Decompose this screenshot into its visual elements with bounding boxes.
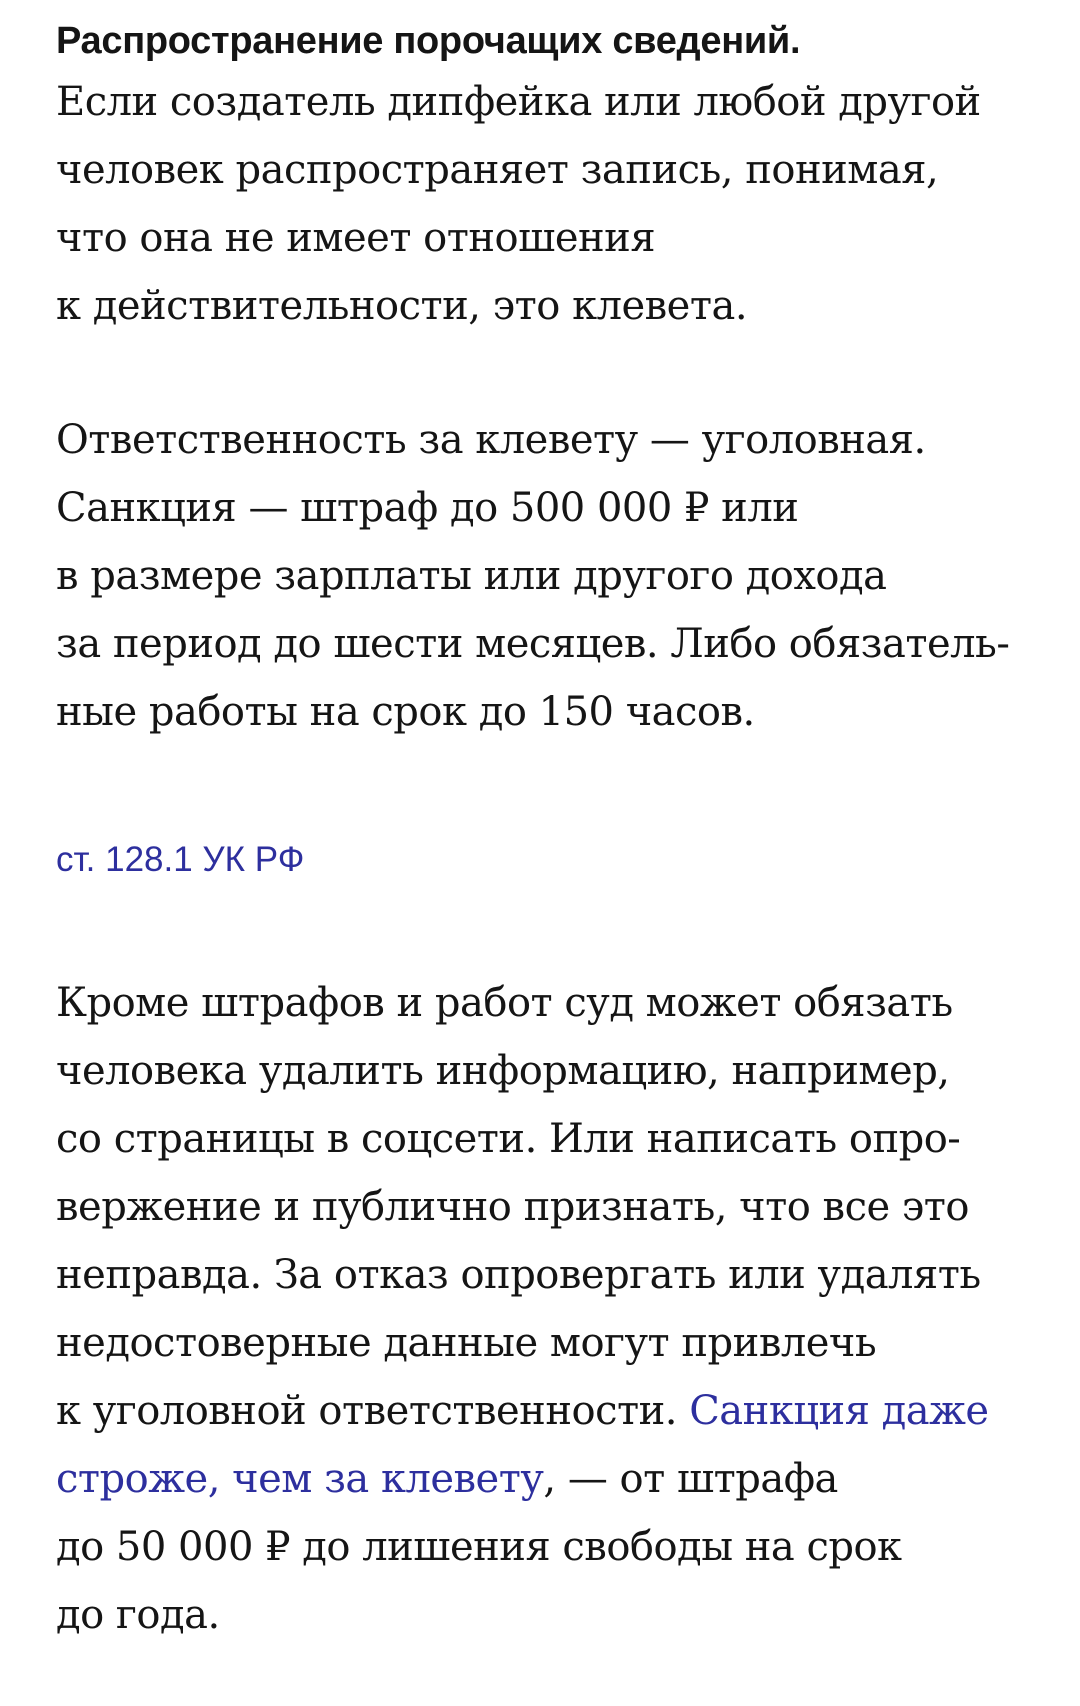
text-line: ные работы на срок до 150 часов. [56,689,755,735]
text-line: к действительности, это клевета. [56,283,748,329]
text-line: Санкция — штраф до 500 000 ₽ или [56,485,799,531]
section-heading: Распространение порочащих сведений. [56,20,801,62]
text-line-with-link [56,1377,989,1445]
paragraph-court-obligations [56,969,989,1649]
sanction-link-part2[interactable]: строже, чем за клевету [56,1456,544,1502]
article-body [56,14,1046,1638]
text-line: вержение и публично признать, что все это [56,1184,969,1230]
text-fragment: к уголовной ответственности. [56,1388,690,1434]
text-line: что она не имеет отношения [56,215,656,261]
law-article-link[interactable]: ст. 128.1 УК РФ [56,840,305,879]
text-line: человека удалить информацию, например, [56,1048,950,1094]
text-line: Ответственность за клевету — уголовная. [56,417,926,463]
law-reference [56,834,304,886]
text-line: со страницы в соцсети. Или написать опро- [56,1116,961,1162]
sanction-link-part1[interactable]: Санкция даже [689,1388,989,1434]
text-line: до года. [56,1592,220,1638]
text-line-with-link [56,1445,989,1513]
paragraph-liability [56,406,1009,746]
text-line: до 50 000 ₽ до лишения свободы на срок [56,1524,902,1570]
text-line: неправда. За отказ опровергать или удалять [56,1252,981,1298]
defamation-section [56,14,1046,340]
paragraph-defamation-intro [56,68,1046,340]
text-line: человек распространяет запись, понимая, [56,147,939,193]
text-line: недостоверные данные могут привлечь [56,1320,877,1366]
text-line: Кроме штрафов и работ суд может обязать [56,980,953,1026]
text-line: в размере зарплаты или другого дохода [56,553,887,599]
text-line: Если создатель дипфейка или любой другой [56,79,981,125]
text-line: за период до шести месяцев. Либо обязатель- [56,621,1010,667]
text-fragment: , — от штрафа [543,1456,838,1502]
